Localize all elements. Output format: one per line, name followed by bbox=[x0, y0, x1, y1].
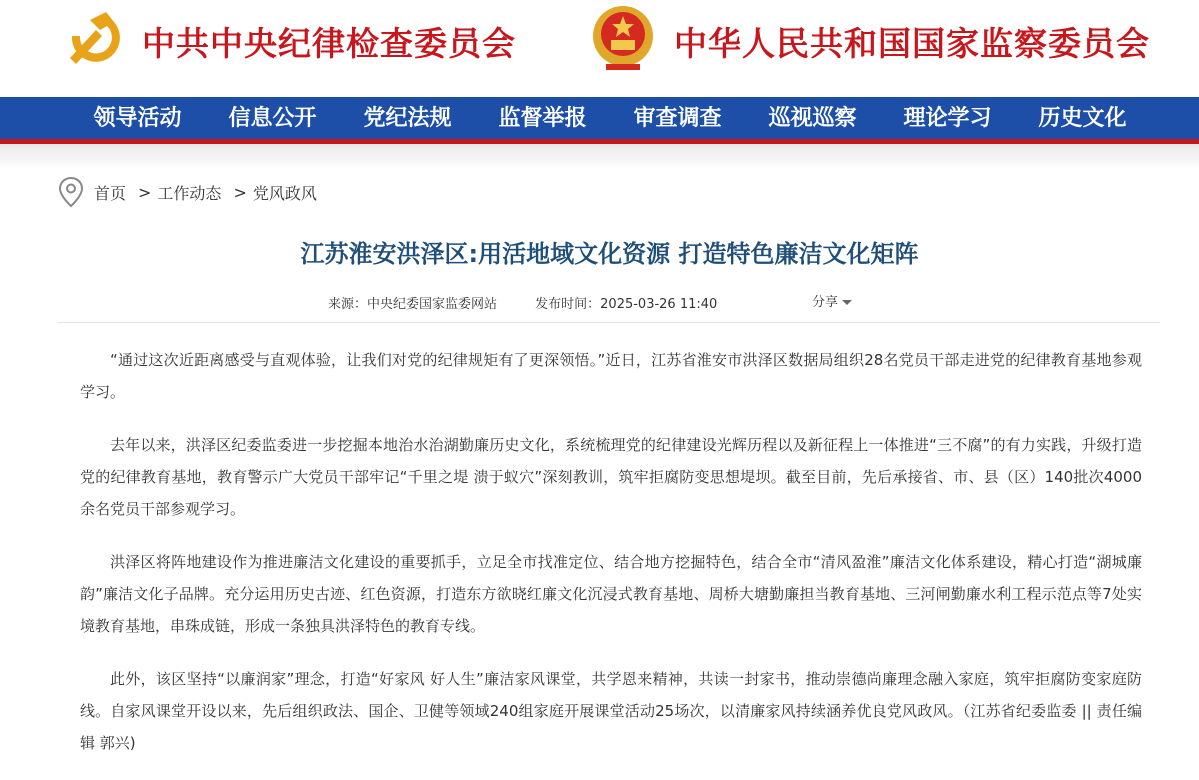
share-dropdown[interactable] bbox=[812, 291, 852, 310]
breadcrumb bbox=[58, 176, 317, 208]
article-body bbox=[80, 344, 1142, 780]
article-meta bbox=[328, 293, 717, 312]
nav-list bbox=[70, 97, 1150, 139]
chevron-down-icon bbox=[842, 300, 852, 305]
article-published-time: 发布时间：2025-03-26 11:40 bbox=[535, 297, 718, 312]
breadcrumb-separator: > bbox=[233, 182, 247, 202]
nav-item-theory[interactable]: 理论学习 bbox=[903, 105, 992, 131]
nav-shadow bbox=[0, 144, 1199, 170]
nav-item-history[interactable]: 历史文化 bbox=[1038, 105, 1127, 131]
main-nav bbox=[0, 97, 1199, 139]
nav-item-info-disclosure[interactable]: 信息公开 bbox=[228, 105, 317, 131]
breadcrumb-separator: > bbox=[138, 182, 152, 202]
nav-item-investigation[interactable]: 审查调查 bbox=[633, 105, 722, 131]
article-paragraph: “通过这次近距离感受与直观体验，让我们对党的纪律规矩有了更深领悟。”近日，江苏省淮安市洪泽区数据局组织28名党员干部走进党的纪律教育基地参观学习。 bbox=[80, 351, 1142, 401]
breadcrumb-party-conduct[interactable]: 党风政风 bbox=[252, 183, 317, 203]
article-paragraph: 洪泽区将阵地建设作为推进廉洁文化建设的重要抓手，立足全市找准定位、结合地方挖掘特色，结合全市“清风盈淮”廉洁文化体系建设，精心打造“湖城廉韵”廉洁文化子品牌。充分运用历史古迹、红色资源，打造东方欲晓红廉文化沉浸式教育基地、周桥大塘勤廉担当教育基地、三河闸勤廉水利工程示范点等7处实境教育基地，串珠成链，形成一条独具洪泽特色的教育专线。 bbox=[80, 553, 1142, 635]
nav-item-leadership[interactable]: 领导活动 bbox=[93, 105, 182, 131]
divider bbox=[58, 322, 1160, 323]
cpc-ccdi-title[interactable]: 中共中央纪律检查委员会 bbox=[142, 24, 516, 63]
nav-item-regulations[interactable]: 党纪法规 bbox=[363, 105, 452, 131]
article-source: 来源：中央纪委国家监委网站 bbox=[328, 297, 498, 312]
breadcrumb-work-news[interactable]: 工作动态 bbox=[157, 183, 222, 203]
breadcrumb-home[interactable]: 首页 bbox=[94, 183, 127, 203]
location-pin-icon bbox=[58, 176, 84, 208]
share-label: 分享 bbox=[812, 295, 839, 310]
nsc-title[interactable]: 中华人民共和国国家监察委员会 bbox=[674, 24, 1150, 63]
party-emblem-icon[interactable] bbox=[60, 6, 130, 70]
article-paragraph: 此外，该区坚持“以廉润家”理念，打造“好家风 好人生”廉洁家风课堂，共学恩来精神，共读一封家书，推动崇德尚廉理念融入家庭，筑牢拒腐防变家庭防线。自家风课堂开设以来，先后组织政法、国企、卫健等领域240组家庭开展课堂活动25场次，以清廉家风持续涵养优良党风政风。（江苏省纪委监委 || 责任编辑 郭兴) bbox=[80, 670, 1142, 752]
nav-item-report[interactable]: 监督举报 bbox=[498, 105, 587, 131]
article-paragraph: 去年以来，洪泽区纪委监委进一步挖掘本地治水治湖勤廉历史文化，系统梳理党的纪律建设光辉历程以及新征程上一体推进“三不腐”的有力实践，升级打造党的纪律教育基地，教育警示广大党员干部牢记“千里之堤 溃于蚁穴”深刻教训，筑牢拒腐防变思想堤坝。截至目前，先后承接省、市、县（区）140批次4000余名党员干部参观学习。 bbox=[80, 436, 1142, 518]
article-title: 江苏淮安洪泽区:用活地域文化资源 打造特色廉洁文化矩阵 bbox=[300, 240, 919, 268]
nav-item-inspection[interactable]: 巡视巡察 bbox=[768, 105, 857, 131]
site-header bbox=[0, 0, 1199, 97]
national-emblem-icon[interactable] bbox=[586, 4, 660, 72]
